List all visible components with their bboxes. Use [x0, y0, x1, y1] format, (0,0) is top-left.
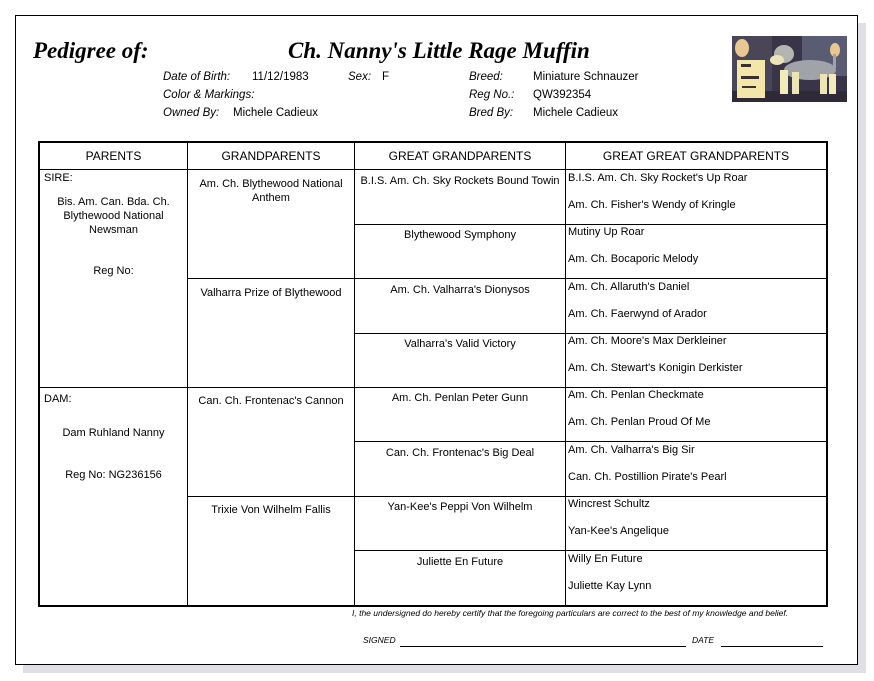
breed-label: Breed: [469, 71, 503, 83]
dam-label: DAM: [44, 393, 72, 405]
dam-name: Dam Ruhland Nanny [62, 427, 165, 439]
great-grandparent-3: Am. Ch. Valharra's Dionysos [390, 284, 530, 296]
row-divider [355, 550, 826, 551]
great-great-grandparent-9: Am. Ch. Penlan Checkmate [568, 389, 704, 401]
signature-line[interactable] [400, 646, 686, 647]
sire-reg: Reg No: [93, 265, 134, 277]
great-great-grandparent-16: Juliette Kay Lynn [568, 580, 652, 592]
great-great-grandparent-5: Am. Ch. Allaruth's Daniel [568, 281, 690, 293]
great-great-grandparent-8: Am. Ch. Stewart's Konigin Derkister [568, 362, 743, 374]
owner-value: Michele Cadieux [233, 107, 319, 119]
great-great-grandparent-11: Am. Ch. Valharra's Big Sir [568, 444, 695, 456]
signed-label: SIGNED [363, 635, 396, 645]
breeder-value: Michele Cadieux [533, 107, 619, 119]
certification-text: I, the undersigned do hereby certify that the foregoing particulars are correct to the best of my knowledge and belief. [352, 608, 789, 618]
date-label: DATE [692, 635, 715, 645]
great-great-grandparent-12: Can. Ch. Postillion Pirate's Pearl [568, 471, 727, 483]
header-parents: PARENTS [85, 149, 142, 163]
grandparent-3: Can. Ch. Frontenac's Cannon [198, 395, 344, 407]
dob-value: 11/12/1983 [252, 71, 309, 83]
column-divider [565, 143, 566, 605]
grandparent-4: Trixie Von Wilhelm Fallis [211, 504, 331, 516]
sex-value: F [382, 71, 390, 83]
great-grandparent-7: Yan-Kee's Peppi Von Wilhelm [387, 501, 533, 513]
row-divider [188, 496, 826, 497]
great-great-grandparent-6: Am. Ch. Faerwynd of Arador [568, 308, 707, 320]
color-label: Color & Markings: [163, 89, 255, 101]
dob-label: Date of Birth: [163, 71, 231, 83]
reg-label: Reg No.: [469, 89, 515, 101]
grandparent-1: Am. Ch. Blythewood National Anthem [199, 178, 343, 204]
great-great-grandparent-15: Willy En Future [568, 553, 643, 565]
header-great-grandparents: GREAT GRANDPARENTS [388, 149, 532, 163]
great-grandparent-4: Valharra's Valid Victory [404, 338, 516, 350]
dam-reg: Reg No: NG236156 [65, 469, 162, 481]
great-grandparent-5: Am. Ch. Penlan Peter Gunn [391, 392, 529, 404]
sex-label: Sex: [348, 71, 372, 83]
great-great-grandparent-2: Am. Ch. Fisher's Wendy of Kringle [568, 199, 736, 211]
dog-photo-icon [732, 36, 847, 102]
dog-name: Ch. Nanny's Little Rage Muffin [288, 38, 590, 63]
reg-value: QW392354 [533, 89, 592, 101]
great-great-grandparent-7: Am. Ch. Moore's Max Derkleiner [568, 335, 727, 347]
column-divider [187, 143, 188, 605]
header-great-great-grandparents: GREAT GREAT GRANDPARENTS [602, 149, 790, 163]
breed-value: Miniature Schnauzer [533, 71, 639, 83]
header-grandparents: GRANDPARENTS [221, 149, 321, 163]
great-grandparent-8: Juliette En Future [416, 556, 504, 568]
great-grandparent-2: Blythewood Symphony [404, 229, 516, 241]
great-great-grandparent-14: Yan-Kee's Angelique [568, 525, 669, 537]
column-divider [354, 143, 355, 605]
row-divider [188, 278, 826, 279]
great-great-grandparent-1: B.I.S. Am. Ch. Sky Rocket's Up Roar [568, 172, 748, 184]
pedigree-title-label: Pedigree of: [33, 38, 149, 63]
great-great-grandparent-13: Wincrest Schultz [568, 498, 650, 510]
sire-dam-divider [40, 387, 826, 388]
grandparent-2: Valharra Prize of Blythewood [200, 287, 342, 299]
date-line[interactable] [721, 646, 823, 647]
header-divider [40, 169, 826, 170]
great-great-grandparent-10: Am. Ch. Penlan Proud Of Me [568, 416, 711, 428]
sire-label: SIRE: [44, 172, 73, 184]
great-great-grandparent-4: Am. Ch. Bocaporic Melody [568, 253, 699, 265]
great-grandparent-1: B.I.S. Am. Ch. Sky Rockets Bound Towin [360, 175, 560, 187]
great-grandparent-6: Can. Ch. Frontenac's Big Deal [385, 447, 535, 459]
owner-label: Owned By: [163, 107, 220, 119]
pedigree-table [38, 141, 828, 607]
sire-name: Bis. Am. Can. Bda. Ch. Blythewood National Newsman [57, 196, 170, 236]
breeder-label: Bred By: [469, 107, 514, 119]
row-divider [355, 441, 826, 442]
great-great-grandparent-3: Mutiny Up Roar [568, 226, 645, 238]
